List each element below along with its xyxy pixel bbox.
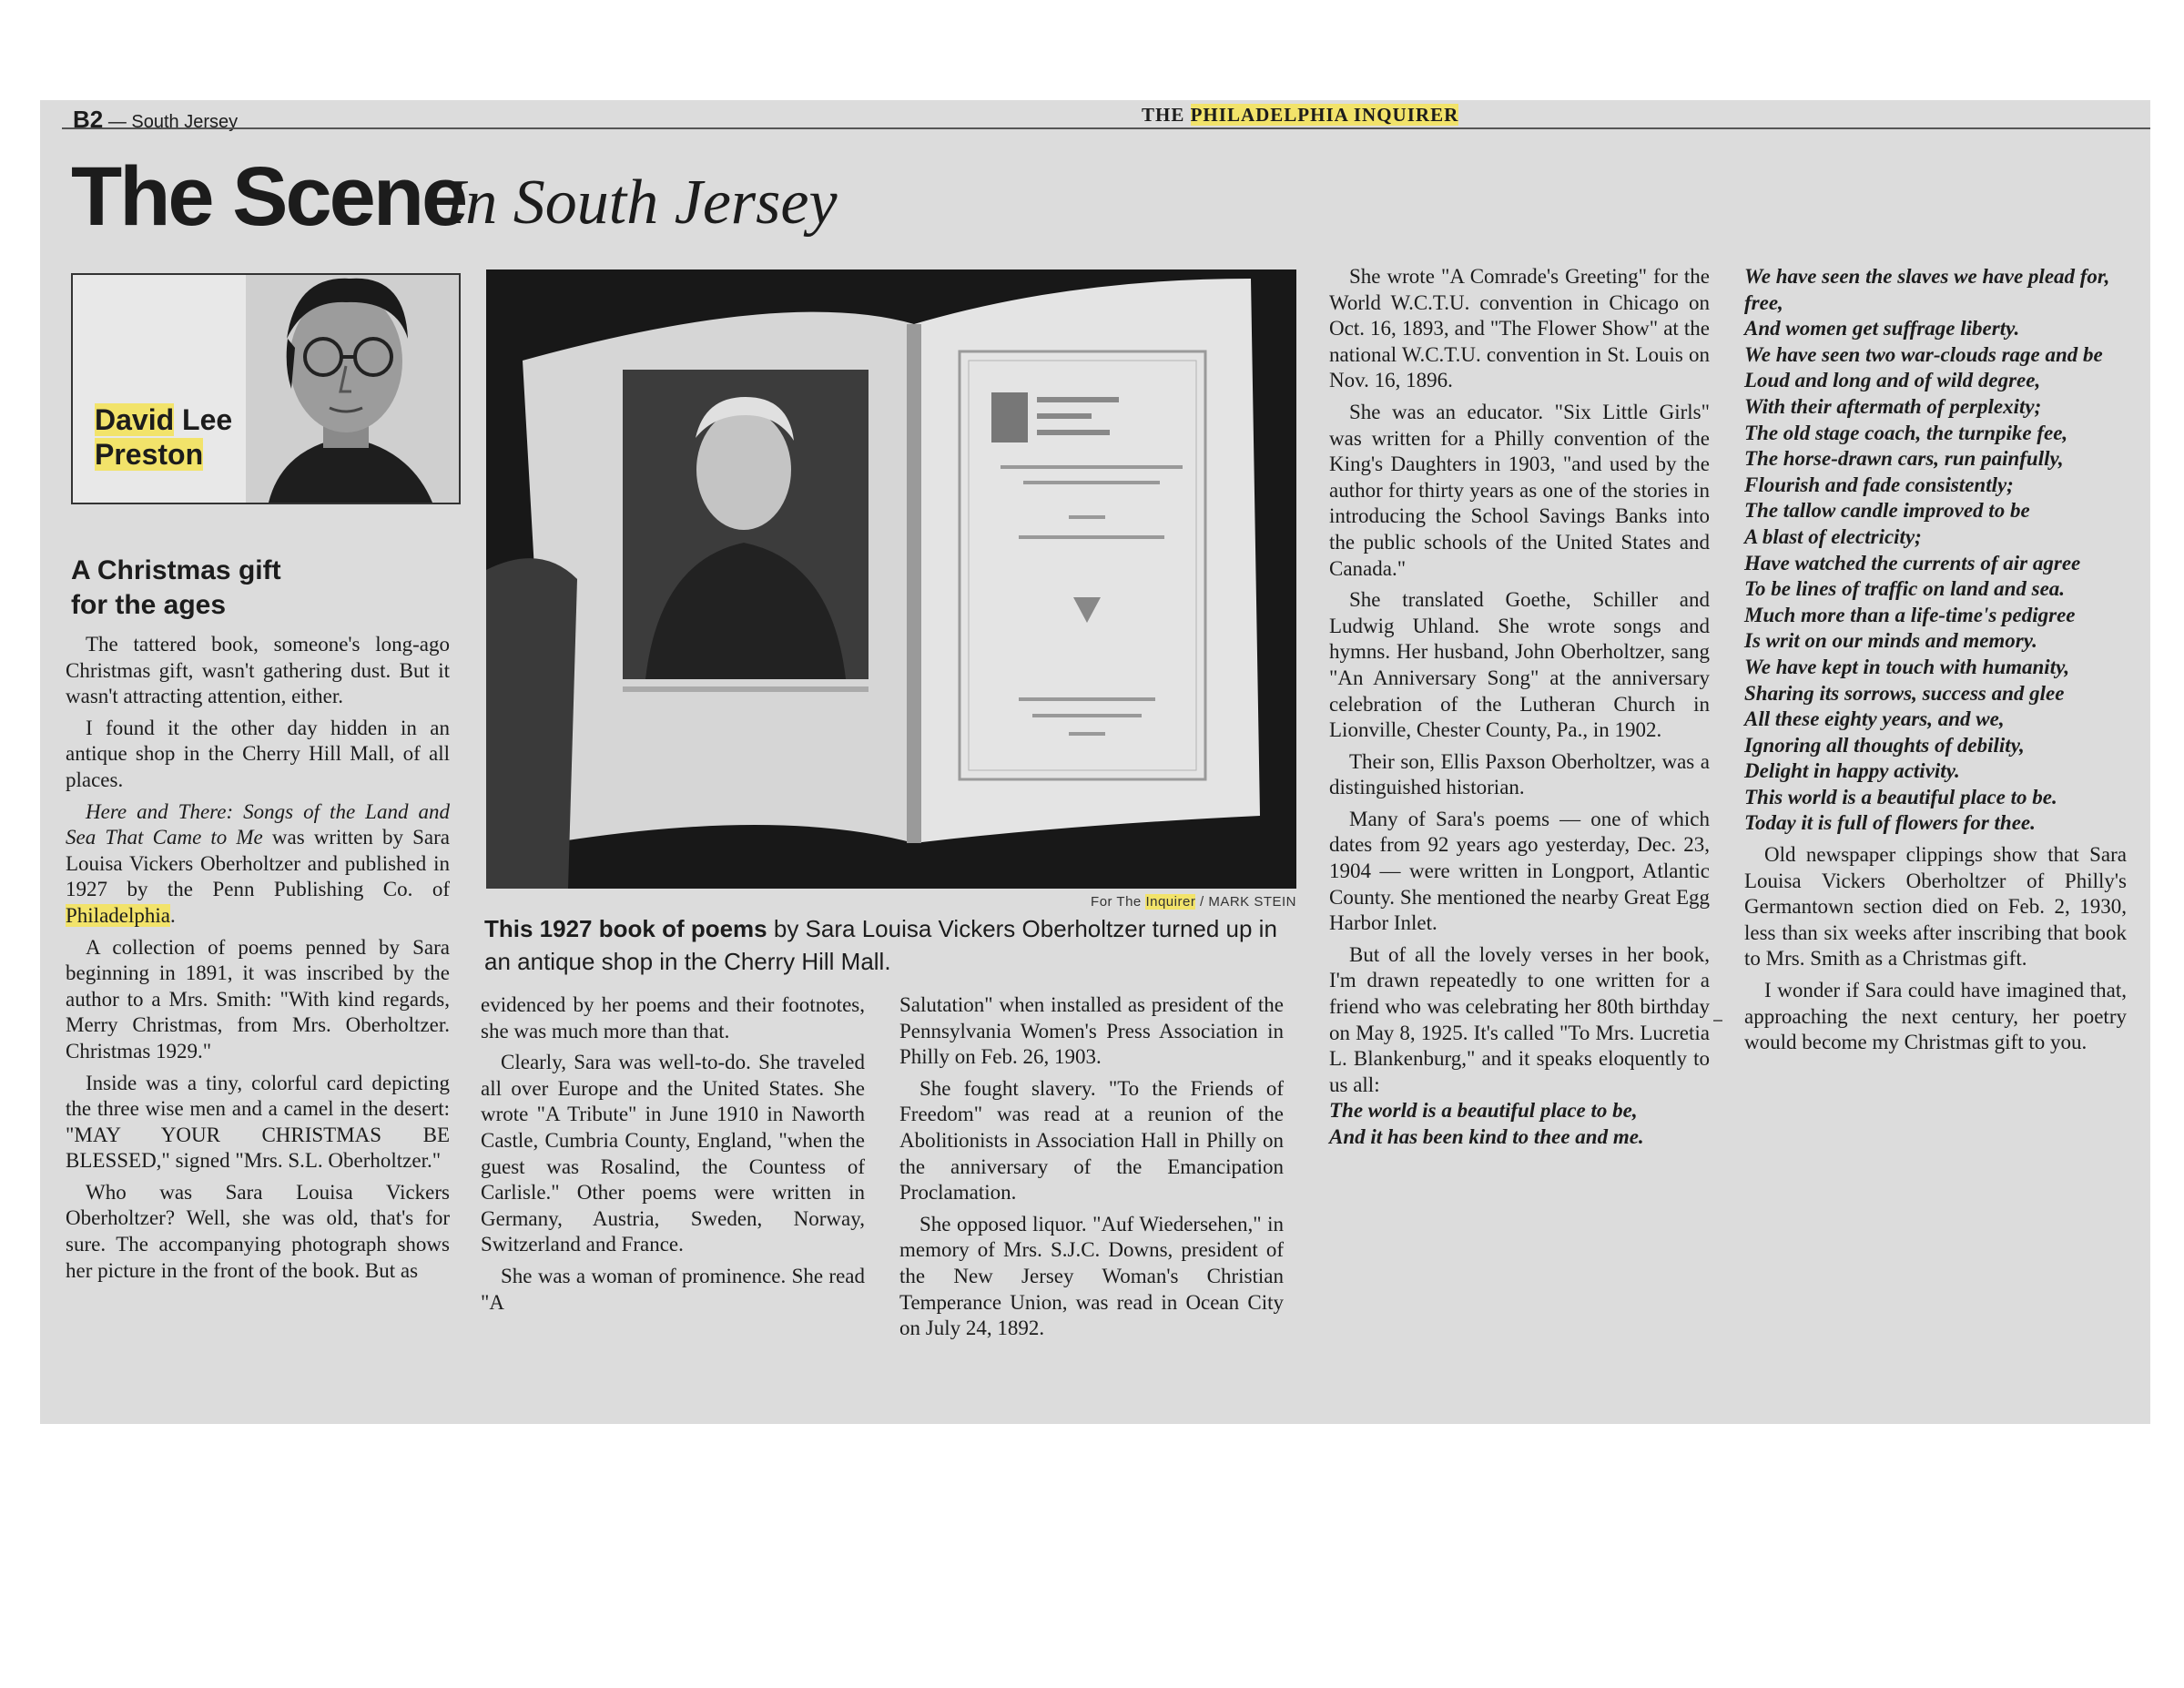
verse-line: We have seen the slaves we have plead for, free, <box>1744 265 2110 314</box>
paragraph: She was a woman of prominence. She read "A <box>481 1264 865 1314</box>
verse-line: The old stage coach, the turnpike fee, <box>1744 421 2068 444</box>
verse-line: With their aftermath of perplexity; <box>1744 394 2042 418</box>
paragraph: Old newspaper clippings show that Sara Louisa Vickers Oberholtzer of Philly's Germantown section died on Feb. 2, 1930, less than six weeks after inscribing that book to Mrs. Smith as a Christmas gift. <box>1744 843 2127 971</box>
paragraph: Many of Sara's poems — one of which dates from 92 years ago yesterday, Dec. 23, 1904 — were written in Longport, Atlantic County. She mentioned the nearby Great Egg Harbor Inlet. <box>1329 807 1710 935</box>
book-photo <box>486 269 1296 889</box>
verse-line: Delight in happy activity. <box>1744 759 1960 783</box>
open-book-illustration <box>486 269 1296 889</box>
paragraph: She opposed liquor. "Auf Wiedersehen," in memory of Mrs. S.J.C. Downs, president of the New Jersey Woman's Christian Temperance Union, was read in Ocean City on July 24, 1892. <box>899 1212 1284 1340</box>
verse-line: A blast of electricity; <box>1744 524 1922 548</box>
verse-line: Ignoring all thoughts of debility, <box>1744 733 2025 757</box>
newspaper-page <box>40 100 2150 1424</box>
photo-credit <box>1036 894 1296 910</box>
author-middle-name: Lee <box>182 403 233 436</box>
book-title: Here and There: Songs of the Land and Sea That Came to Me <box>66 799 450 849</box>
paragraph: She wrote "A Comrade's Greeting" for the World W.C.T.U. convention in Chicago on Oct. 16, 1893, and "The Flower Show" at the national W.C.T.U. convention in St. Louis on Nov. 16, 1896. <box>1329 265 1710 392</box>
paragraph <box>66 794 450 930</box>
paragraph: But of all the lovely verses in her book, I'm drawn repeatedly to one written for a friend who was celebrating her 80th birthday on May 8, 1925. It's called "To Mrs. Lucretia L. Blankenburg," and it speaks eloquently to us all: <box>1329 942 1710 1096</box>
page-header-left <box>73 106 238 134</box>
paragraph: She translated Goethe, Schiller and Ludwig Uhland. She wrote songs and hymns. Her husband, John Oberholtzer, sang "An Anniversary Song" at the anniversary celebration of the Lutheran Church in Lionville, Chester County, Pa., in 1902. <box>1329 588 1710 742</box>
author-last-name: Preston <box>95 438 204 471</box>
verse-line: And it has been kind to thee and me. <box>1329 1125 1644 1148</box>
section-subtitle: In South Jersey <box>444 168 838 238</box>
article-column-5 <box>1744 264 2127 1056</box>
column-divider-mark <box>1713 1020 1722 1022</box>
article-column-1 <box>66 632 450 1284</box>
section-title: The Scene <box>71 150 466 243</box>
paragraph: I found it the other day hidden in an antique shop in the Cherry Hill Mall, of all places. <box>66 716 450 791</box>
article-column-2 <box>481 992 865 1316</box>
article-column-4 <box>1329 264 1710 1151</box>
headline-line-1: A Christmas gift <box>71 555 281 585</box>
verse-line: Have watched the currents of air agree <box>1744 551 2081 575</box>
verse-line: Loud and long and of wild degree, <box>1744 369 2041 392</box>
paragraph: evidenced by her poems and their footnotes, she was much more than that. <box>481 993 865 1042</box>
caption-lead: This 1927 book of poems <box>484 915 767 942</box>
credit-photographer: / MARK STEIN <box>1199 894 1296 910</box>
masthead-prefix: THE <box>1142 104 1185 126</box>
verse-line: We have kept in touch with humanity, <box>1744 655 2070 678</box>
masthead-name: PHILADELPHIA INQUIRER <box>1190 104 1459 126</box>
paragraph: Inside was a tiny, colorful card depicting the three wise men and a camel in the desert: "MAY YOUR CHRISTMAS BE BLESSED," signed "Mrs. S.L. Oberholtzer." <box>66 1071 450 1173</box>
verse-line: The horse-drawn cars, run painfully, <box>1744 447 2064 471</box>
verse-line: Is writ on our minds and memory. <box>1744 629 2037 653</box>
header-rule <box>62 127 2150 129</box>
paragraph: Salutation" when installed as president of the Pennsylvania Women's Press Association in Philly on Feb. 26, 1903. <box>899 993 1284 1069</box>
verse-line: We have seen two war-clouds rage and be <box>1744 342 2103 366</box>
paragraph: A collection of poems penned by Sara beginning in 1891, it was inscribed by the author to a Mrs. Smith: "With kind regards, Merry Christmas, from Mrs. Oberholtzer. Christmas 1929." <box>66 935 450 1063</box>
caption-text: by Sara Louisa Vickers Oberholtzer turned up in an antique shop in the Cherry Hill Mall. <box>484 915 1277 975</box>
verse-line: This world is a beautiful place to be. <box>1744 785 2057 808</box>
headline-line-2: for the ages <box>71 590 227 620</box>
columnist-name <box>95 402 232 472</box>
city-name: Philadelphia <box>66 903 170 927</box>
author-first-name: David <box>95 403 175 436</box>
verse-line: To be lines of traffic on land and sea. <box>1744 577 2066 601</box>
paragraph: I wonder if Sara could have imagined that, approaching the next century, her poetry would become my Christmas gift to you. <box>1744 979 2127 1054</box>
section-name: — South Jersey <box>107 112 239 132</box>
credit-paper: Inquirer <box>1145 894 1196 910</box>
page-number: B2 <box>73 106 104 133</box>
article-column-3 <box>899 992 1284 1342</box>
verse-line: The tallow candle improved to be <box>1744 499 2030 523</box>
verse-line: All these eighty years, and we, <box>1744 707 2005 731</box>
verse-line: Sharing its sorrows, success and glee <box>1744 681 2065 705</box>
paragraph: She was an educator. "Six Little Girls" was written for a Philly convention of the King's Daughters in 1903, "and used by the author for thirty years as one of the stories in introducing the School Savings Banks into the public schools of the United States and Canada." <box>1329 400 1710 580</box>
paragraph: The tattered book, someone's long-ago Christmas gift, wasn't gathering dust. But it wasn't attracting attention, either. <box>66 633 450 708</box>
credit-prefix: For The <box>1091 894 1142 910</box>
verse-line: Flourish and fade consistently; <box>1744 473 2014 496</box>
verse-line: Much more than a life-time's pedigree <box>1744 603 2076 626</box>
paragraph: Clearly, Sara was well-to-do. She traveled all over Europe and the United States. She wrote "A Tribute" in June 1910 in Naworth Castle, Cumbria County, England, "when the guest was Rosalind, the Countess of Carlisle." Other poems were written in Germany, Austria, Sweden, Norway, Switzerland and France. <box>481 1051 865 1256</box>
paragraph: She fought slavery. "To the Friends of Freedom" was read at a reunion of the Abolitionists in Association Hall in Philly on the anniversary of the Emancipation Proclamation. <box>899 1076 1284 1205</box>
article-headline <box>71 554 453 623</box>
masthead <box>1142 104 1458 127</box>
paragraph-end: . <box>169 903 176 927</box>
paragraph-text: was written by Sara Louisa Vickers Oberholtzer and published in 1927 by the Penn Publishing Co. of <box>66 826 451 901</box>
photo-caption <box>484 912 1300 978</box>
columnist-box <box>71 273 461 504</box>
paragraph: Their son, Ellis Paxson Oberholtzer, was a distinguished historian. <box>1329 749 1710 799</box>
verse-line: Today it is full of flowers for thee. <box>1744 811 2036 835</box>
verse-line: The world is a beautiful place to be, <box>1329 1099 1638 1123</box>
verse-line: And women get suffrage liberty. <box>1744 317 2020 341</box>
paragraph: Who was Sara Louisa Vickers Oberholtzer? Well, she was old, that's for sure. The accompanying photograph shows her picture in the front of the book. But as <box>66 1180 450 1282</box>
